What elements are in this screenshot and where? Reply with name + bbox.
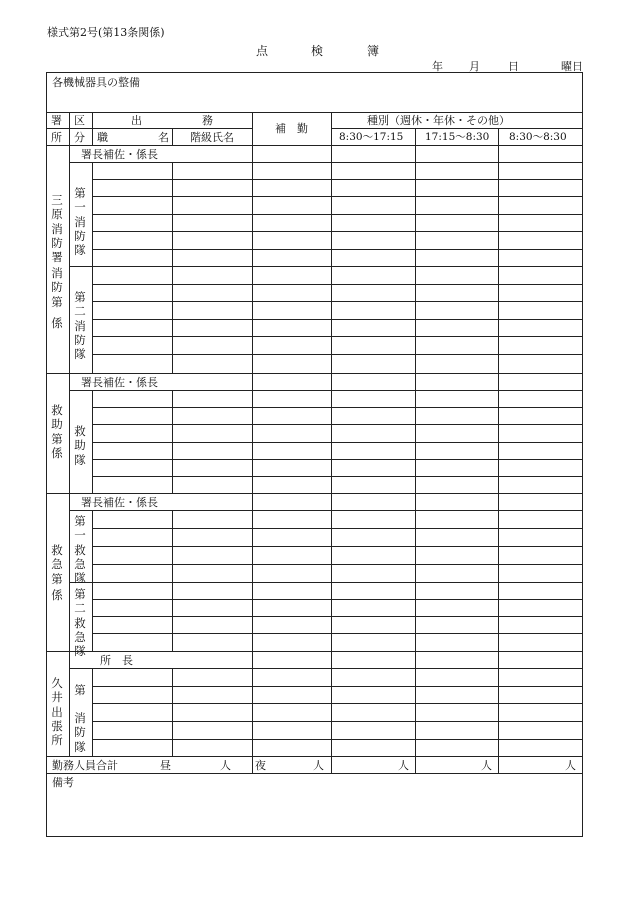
totals-night-unit: 人 xyxy=(313,759,324,772)
header-hokin: 補 勤 xyxy=(275,122,308,135)
header-time-day: 8:30～17:15 xyxy=(339,131,404,143)
equipment-label: 各機械器具の整備 xyxy=(52,76,140,89)
title-char-2: 検 xyxy=(311,44,324,58)
totals-night-label: 夜 xyxy=(255,759,266,772)
date-day: 日 xyxy=(508,60,519,73)
kyukyu-chief-label: 署長補佐・係長 xyxy=(81,496,158,509)
totals-day-label: 昼 xyxy=(160,759,171,772)
title-char-1: 点 xyxy=(256,44,269,58)
totals-unit-day: 人 xyxy=(398,759,409,772)
header-mei: 名 xyxy=(158,131,169,144)
title-char-3: 簿 xyxy=(367,44,380,58)
kakari-kyukyu-suffix: 係 xyxy=(51,588,63,602)
mihara-chief-label: 署長補佐・係長 xyxy=(81,148,158,161)
date-year: 年 xyxy=(432,60,443,73)
totals-unit-full: 人 xyxy=(565,759,576,772)
kakari-kyukyu-label: 救急第 xyxy=(51,543,63,586)
kakari-shobo-label: 消防第 xyxy=(51,266,63,309)
header-time-night: 17:15～8:30 xyxy=(425,131,490,143)
squad-daini-shobo: 第二消防隊 xyxy=(74,290,86,362)
header-shoku: 職 xyxy=(97,131,108,144)
totals-unit-night: 人 xyxy=(481,759,492,772)
kui-chief-label: 所 長 xyxy=(100,654,133,667)
squad-kui-dai: 第 xyxy=(74,683,86,697)
kakari-kyujo-suffix: 係 xyxy=(51,446,63,460)
station-mihara: 三原消防署 xyxy=(51,193,63,265)
squad-daiichi-shobo: 第一消防隊 xyxy=(74,186,86,258)
squad-daini-kyukyu: 第二救急隊 xyxy=(74,587,86,659)
kyujo-chief-label: 署長補佐・係長 xyxy=(81,376,158,389)
header-shutsu: 出 xyxy=(131,114,142,127)
kakari-kyujo-label: 救助第 xyxy=(51,403,63,446)
totals-day-unit: 人 xyxy=(220,759,231,772)
date-weekday: 曜日 xyxy=(561,60,583,73)
header-shubetsu: 種別（週休・年休・その他） xyxy=(367,114,510,127)
form-number: 様式第2号(第13条関係) xyxy=(47,26,165,39)
date-month: 月 xyxy=(469,60,480,73)
header-kaikyu: 階級氏名 xyxy=(190,131,234,144)
header-ku-top: 区 xyxy=(74,114,85,127)
header-sho-bottom: 所 xyxy=(51,131,62,144)
totals-label: 勤務人員合計 xyxy=(52,759,118,772)
squad-kui-shobo: 消防隊 xyxy=(74,711,86,754)
header-sho-top: 署 xyxy=(51,114,62,127)
header-mu: 務 xyxy=(202,114,213,127)
header-time-full: 8:30～8:30 xyxy=(509,131,567,143)
squad-kyujo: 救助隊 xyxy=(74,424,86,467)
squad-daiichi-kyukyu: 第一救急隊 xyxy=(74,514,86,586)
station-kui: 久井出張所 xyxy=(51,676,63,748)
kakari-shobo-suffix: 係 xyxy=(51,316,63,330)
remarks-label: 備考 xyxy=(52,776,74,789)
header-ku-bottom: 分 xyxy=(74,131,85,144)
